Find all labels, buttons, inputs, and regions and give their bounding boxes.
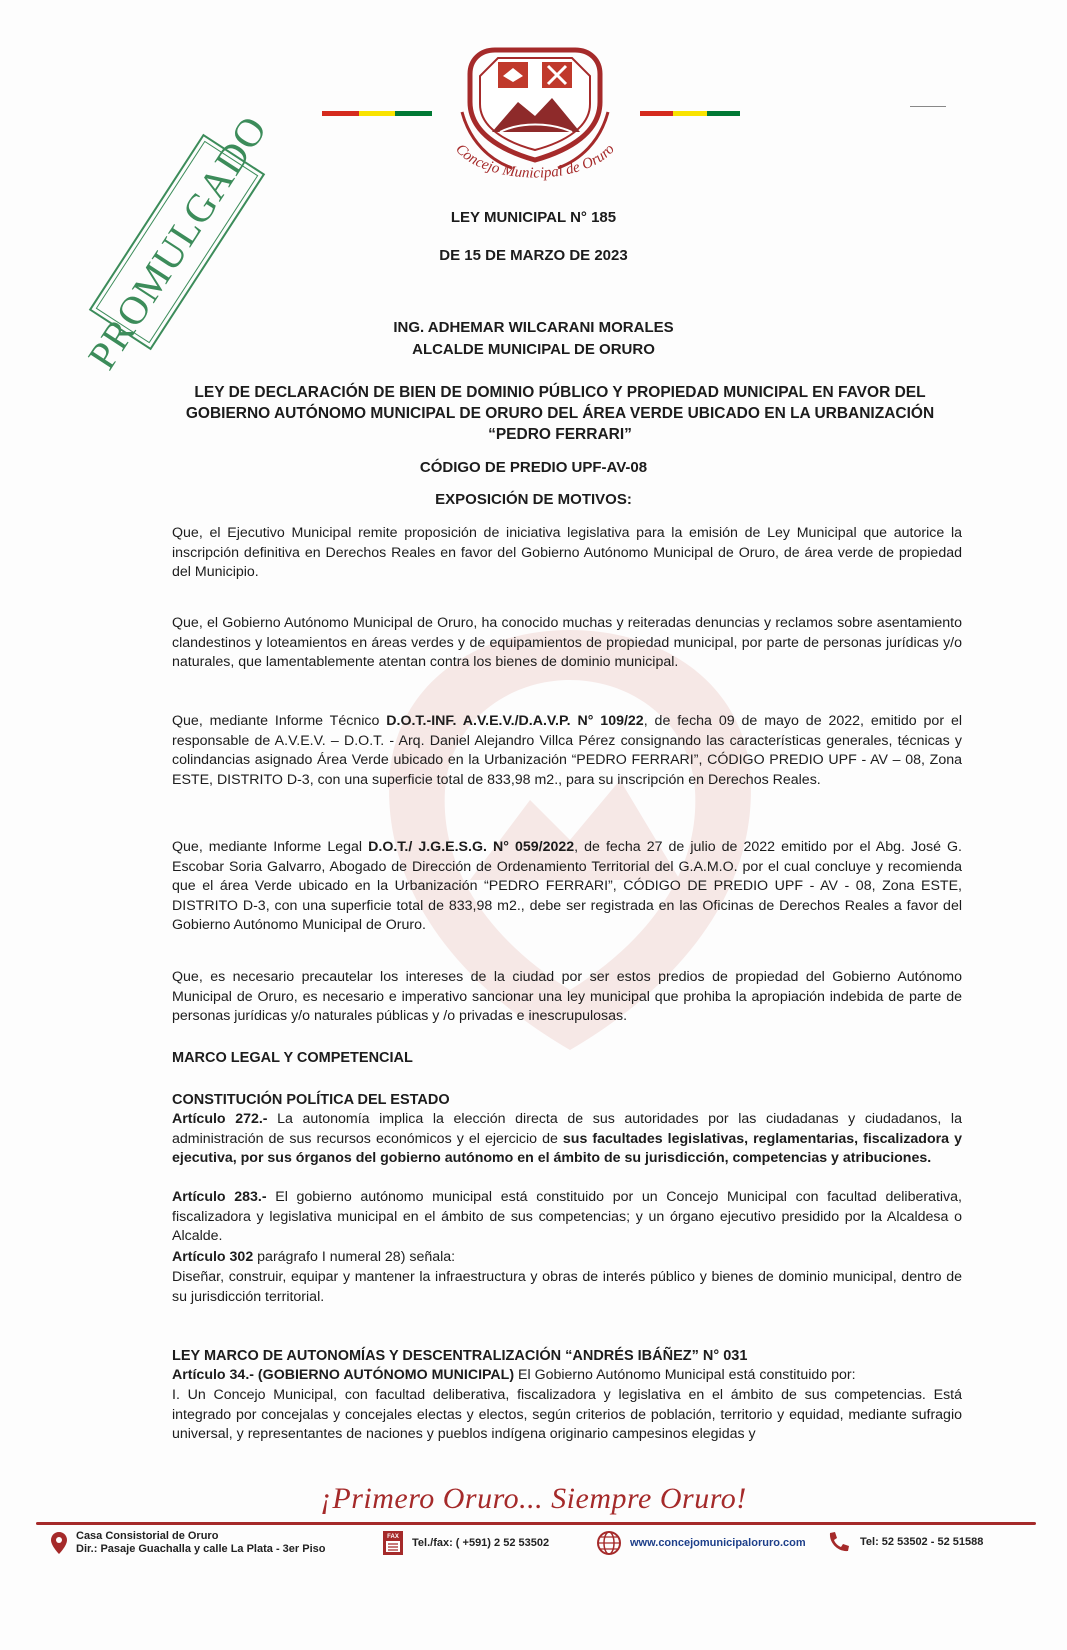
marco-heading: MARCO LEGAL Y COMPETENCIAL — [172, 1050, 413, 1066]
flag-stripe-yellow — [673, 111, 706, 116]
text-run: La autonomía implica la elección directa de sus autoridades por las ciudadanas y ciudadanos, la administración de sus recursos económicos y el ejercicio de — [172, 1111, 962, 1147]
text-run-bold: sus facultades legislativas, reglamentarias, fiscalizadora y ejecutiva, por sus órganos del gobierno autónomo en el ámbito de su jurisdicción, competencias y atribuciones. — [172, 1130, 962, 1166]
fax-icon — [382, 1530, 404, 1556]
text-run: parágrafo I numeral 28) señala: — [253, 1249, 456, 1265]
text-run: El Gobierno Autónomo Municipal está constituido por: — [514, 1367, 856, 1383]
flag-stripe-red — [640, 111, 673, 116]
article-label: Artículo 302 — [172, 1249, 254, 1265]
address-line: Dir.: Pasaje Guachalla y calle La Plata - 3er Piso — [76, 1543, 326, 1555]
footer-website[interactable] — [596, 1530, 806, 1556]
council-crest-logo — [440, 42, 630, 202]
flag-stripe-red — [322, 111, 359, 116]
text-run: Que, mediante Informe Legal — [172, 839, 369, 855]
law-title — [160, 382, 960, 445]
flag-stripe-yellow — [359, 111, 396, 116]
address-text — [76, 1530, 325, 1556]
informe-tecnico-ref: D.O.T.-INF. A.V.E.V./D.A.V.P. N° 109/22 — [386, 713, 644, 729]
slogan: ¡Primero Oruro... Siempre Oruro! — [320, 1482, 747, 1515]
fax-number: Tel./fax: ( +591) 2 52 53502 — [412, 1536, 550, 1549]
article-34-item: I. Un Concejo Municipal, con facultad deliberativa, fiscalizadora y legislativa en el ámbito de sus competencias. Está integrado por concejalas y concejales electas y electos, según criterios de población, territorio y equidad, mediante sufragio universal, y representantes de naciones y pueblos indígena originario campesinos elegidas y — [172, 1387, 962, 1442]
law-title-line: LEY DE DECLARACIÓN DE BIEN DE DOMINIO PÚBLICO Y PROPIEDAD MUNICIPAL EN FAVOR DEL — [194, 384, 926, 401]
authority-title: ALCALDE MUNICIPAL DE ORURO — [412, 341, 655, 358]
article-label: Artículo 283.- — [172, 1189, 267, 1205]
flag-stripe-green — [395, 111, 432, 116]
footer-phone — [826, 1530, 983, 1554]
location-pin-icon — [50, 1531, 68, 1555]
article-label: Artículo 272.- — [172, 1111, 268, 1127]
article-label: Artículo 34.- (GOBIERNO AUTÓNOMO MUNICIPAL) — [172, 1367, 515, 1383]
globe-icon — [596, 1530, 622, 1556]
law-title-line: “PEDRO FERRARI” — [488, 426, 632, 443]
law-number: LEY MUNICIPAL N° 185 — [450, 209, 617, 226]
crest-motto: Concejo Municipal de Oruro — [452, 141, 618, 182]
lmad-heading: LEY MARCO DE AUTONOMÍAS Y DESCENTRALIZACIÓN “ANDRÉS IBÁÑEZ” N° 031 — [172, 1348, 748, 1364]
footer-address — [50, 1530, 325, 1556]
footer-fax — [382, 1530, 549, 1556]
motivo-paragraph: Que, el Gobierno Autónomo Municipal de Oruro, ha conocido muchas y reiteradas denuncias y reclamos sobre asentamiento clandestinos y loteamientos en áreas verdes y de equipamientos de propiedad municipal, por parte de personas jurídicas y/o naturales, que lamentablemente atentan contra los bienes de dominio municipal. — [172, 615, 962, 670]
article-302 — [172, 1248, 962, 1268]
flag-stripe-green — [707, 111, 740, 116]
article-34 — [172, 1366, 962, 1386]
phone-number: Tel: 52 53502 - 52 51588 — [860, 1535, 984, 1548]
law-title-line: GOBIERNO AUTÓNOMO MUNICIPAL DE ORURO DEL ÁREA VERDE UBICADO EN LA URBANIZACIÓN — [185, 405, 935, 422]
stamp-text: PROMULGADO — [78, 107, 276, 377]
scan-mark — [910, 106, 946, 107]
text-run: Que, mediante Informe Técnico — [172, 713, 387, 729]
phone-icon — [826, 1530, 852, 1554]
motivo-paragraph — [172, 838, 962, 936]
text-run: El gobierno autónomo municipal está constituido por un Concejo Municipal con facultad deliberativa, fiscalizadora y legislativa municipal en el ámbito de sus competencias; y un órgano ejecutivo presidido por la Alcaldesa o Alcalde. — [172, 1189, 962, 1244]
flag-bar-left — [322, 111, 432, 116]
cpe-heading: CONSTITUCIÓN POLÍTICA DEL ESTADO — [172, 1092, 450, 1108]
text-run: , de fecha 09 de mayo de 2022, emitido por el responsable de A.V.E.V. – D.O.T. - Arq. Daniel Alejandro Villca Pérez consignando las características generales, técnicas y colindancias asignado Área Verde ubicado en la Urbanización “PEDRO FERRARI”, CÓDIGO PREDIO UPF - AV – 08, Zona ESTE, DISTRITO D-3, con una superficie total de 833,98 m2., para su inscripción en Derechos Reales. — [172, 713, 962, 788]
fax-icon-label: FAX — [387, 1534, 399, 1540]
flag-bar-right — [640, 111, 740, 116]
informe-legal-ref: D.O.T./ J.G.E.S.G. N° 059/2022 — [368, 839, 575, 855]
motivo-paragraph: Que, es necesario precautelar los intereses de la ciudad por ser estos predios de propiedad del Gobierno Autónomo Municipal de Oruro, es necesario e imperativo sancionar una ley municipal que prohiba la apropiación indebida de parte de personas jurídicas y/o naturales públicas y /o privadas e inescrupulosas. — [172, 969, 962, 1024]
motivo-paragraph: Que, el Ejecutivo Municipal remite proposición de iniciativa legislativa para la emisión de Ley Municipal que autorice la inscripción definitiva en Derechos Reales en favor del Gobierno Autónomo Municipal de Oruro, de área verde de propiedad del Municipio. — [172, 525, 962, 580]
authority-name: ING. ADHEMAR WILCARANI MORALES — [393, 319, 674, 336]
article-283 — [172, 1188, 962, 1247]
footer-divider — [36, 1522, 1036, 1525]
article-302-body: Diseñar, construir, equipar y mantener la infraestructura y obras de interés público y bienes de dominio municipal, dentro de su jurisdicción territorial. — [172, 1269, 962, 1305]
exposicion-heading: EXPOSICIÓN DE MOTIVOS: — [435, 491, 632, 508]
footer — [50, 1530, 1050, 1570]
law-date: DE 15 DE MARZO DE 2023 — [439, 247, 628, 264]
predio-code: CÓDIGO DE PREDIO UPF-AV-08 — [419, 459, 648, 476]
stamp-frame — [78, 107, 276, 377]
website-link[interactable]: www.concejomunicipaloruro.com — [630, 1536, 806, 1549]
address-line: Casa Consistorial de Oruro — [76, 1530, 219, 1542]
text-run: , de fecha 27 de julio de 2022 emitido por el Abg. José G. Escobar Soria Galvarro, Abogado de Dirección de Ordenamiento Territorial del G.A.M.O. por el cual concluye y recomienda que el área Verde ubicado en la Urbanización “PEDRO FERRARI”, CÓDIGO DE PREDIO UPF - AV - 08, Zona ESTE, DISTRITO D-3, con una superficie total de 833,98 m2., debe ser registrada en las Oficinas de Derechos Reales a favor del Gobierno Autónomo Municipal de Oruro. — [172, 839, 962, 933]
article-272 — [172, 1110, 962, 1169]
motivo-paragraph — [172, 712, 962, 790]
